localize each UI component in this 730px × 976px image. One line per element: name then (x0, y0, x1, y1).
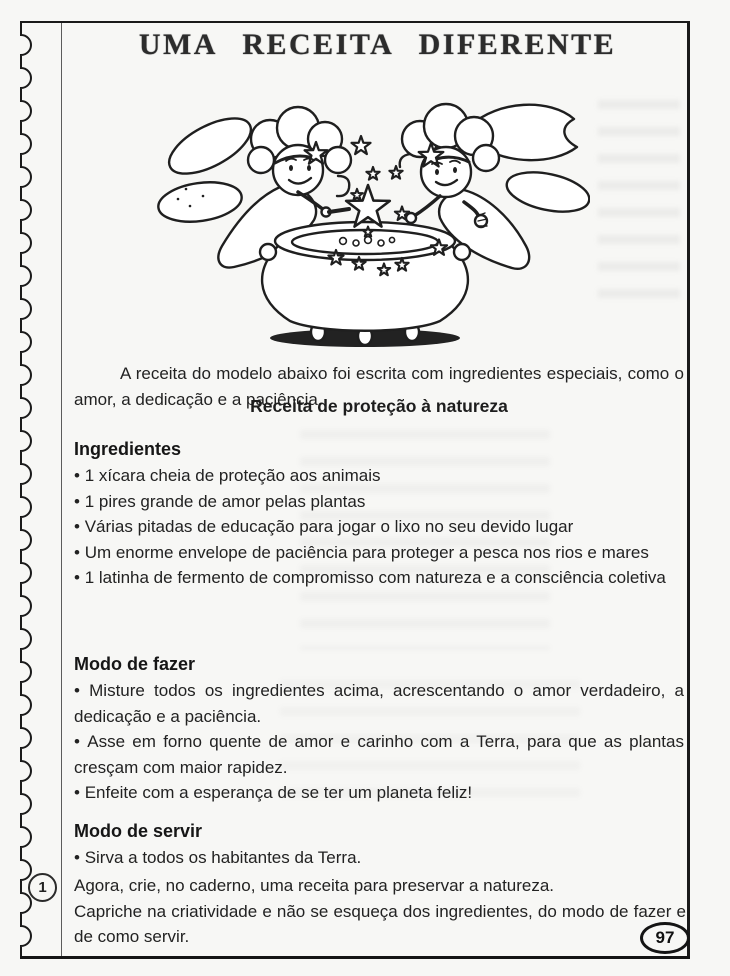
preparation-step: • Misture todos os ingredientes acima, acrescentando o amor verdadeiro, a dedicação e a paciência. (74, 678, 684, 729)
right-fairy-arm (414, 196, 440, 216)
magic-wand (329, 209, 349, 212)
ingredient-item: • 1 xícara cheia de proteção aos animais (74, 463, 684, 489)
intro-paragraph: A receita do modelo abaixo foi escrita com ingredientes especiais, como o amor, a dedicação e a paciência. (74, 364, 684, 409)
ingredient-item: • 1 latinha de fermento de compromisso com natureza e a consciência coletiva (74, 565, 684, 591)
bleedthrough-artifact (598, 100, 680, 300)
serving-step: • Sirva a todos os habitantes da Terra. (74, 845, 684, 871)
cauldron-handle-right (454, 244, 470, 260)
page-right-border (687, 21, 690, 959)
page-bottom-border (20, 956, 690, 959)
section-ingredientes (74, 437, 684, 591)
ingredient-item: • Um enorme envelope de paciência para proteger a pesca nos rios e mares (74, 540, 684, 566)
preparation-step: • Asse em forno quente de amor e carinho com a Terra, para que as plantas cresçam com maior rapidez. (74, 729, 684, 780)
ingredient-item: • 1 pires grande de amor pelas plantas (74, 489, 684, 515)
activity-line: Capriche na criatividade e não se esqueça dos ingredientes, do modo de fazer e de como servir. (74, 901, 686, 946)
page-top-border (20, 21, 689, 23)
page-number-badge: 97 (640, 922, 690, 954)
page-title: UMA RECEITA DIFERENTE (138, 28, 617, 61)
activity-number-badge: 1 (28, 873, 57, 902)
torn-edge-path (21, 22, 31, 956)
big-star-icon (346, 185, 390, 227)
right-fairy-wing (503, 166, 590, 219)
fairies-cauldron-illustration (148, 84, 590, 350)
section-heading: Modo de servir (74, 821, 203, 841)
section-modo-de-servir (74, 819, 684, 871)
left-fairy-wings (156, 107, 259, 226)
right-fairy-hand (406, 213, 416, 223)
ingredient-item: • Várias pitadas de educação para jogar o lixo no seu devido lugar (74, 514, 684, 540)
margin-rule-line (61, 23, 62, 956)
cauldron-handle-left (260, 244, 276, 260)
section-modo-de-fazer (74, 652, 684, 806)
preparation-step: • Enfeite com a esperança de se ter um planeta feliz! (74, 780, 684, 806)
section-heading: Modo de fazer (74, 654, 196, 674)
section-heading: Ingredientes (74, 439, 182, 459)
activity-line: Agora, crie, no caderno, uma receita para preservar a natureza. (74, 876, 555, 895)
activity-instructions (74, 873, 686, 950)
recipe-title: Receita de proteção à natureza (250, 396, 508, 416)
torn-edge (0, 0, 60, 976)
